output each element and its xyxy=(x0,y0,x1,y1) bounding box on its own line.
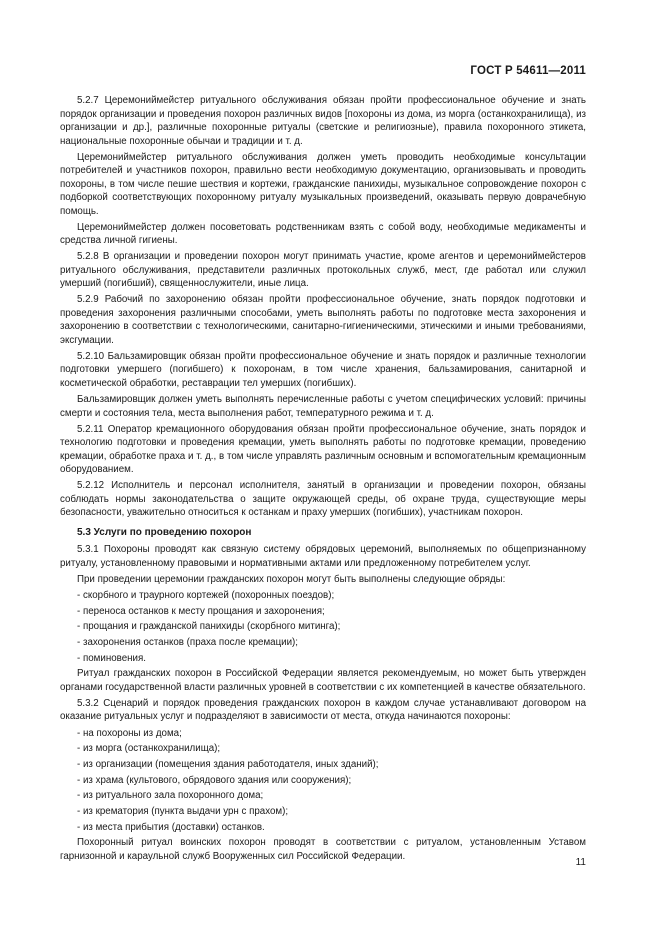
paragraph-5-2-12: 5.2.12 Исполнитель и персонал исполнителя, занятый в организации и проведении похорон, обязаны соблюдать нормы законодательства о защите окружающей среды, об охране труда, существующие меры безопасности, уважительно относиться к останкам и праху умерших (погибших), участникам похорон. xyxy=(60,480,586,519)
list-item: - скорбного и траурного кортежей (похоронных поездов); xyxy=(60,589,586,603)
section-heading-5-3: 5.3 Услуги по проведению похорон xyxy=(77,526,252,538)
document-header-id: ГОСТ Р 54611—2011 xyxy=(470,65,586,77)
list-item: - захоронения останков (праха после кремации); xyxy=(60,636,586,650)
paragraph-5-2-7-consultations: Церемониймейстер ритуального обслуживания должен уметь проводить необходимые консультации потребителей и участников похорон, правильно вести необходимую документацию, организовывать и проводить похороны, в том числе пешие шествия и кортежи, гражданские панихиды, музыкальное сопровождение похорон с подборкой соответствующих похоронному ритуалу музыкальных произведений, оказывать первую доврачебную помощь. xyxy=(60,151,586,217)
paragraph-5-3-1: 5.3.1 Похороны проводят как связную систему обрядовых церемоний, выполняемых по общепризнанному ритуалу, установленному правовыми и нормативными актами или предложенному потребителем услуг. xyxy=(60,544,586,569)
list-item: - из организации (помещения здания работодателя, иных зданий); xyxy=(60,758,586,772)
rites-list xyxy=(60,589,586,665)
paragraph-5-2-10-conditions: Бальзамировщик должен уметь выполнять перечисленные работы с учетом специфических условий: причины смерти и состояния тела, места выполнения работ, температурного режима и т. д. xyxy=(60,394,586,419)
paragraph-5-2-8: 5.2.8 В организации и проведении похорон могут принимать участие, кроме агентов и церемониймейстеров ритуального обслуживания, представители различных протокольных служб, мест, где работал или служил умерший (погибший), священнослужители, иные лица. xyxy=(60,251,586,290)
document-page xyxy=(60,0,586,936)
list-item: - из морга (останкохранилища); xyxy=(60,742,586,756)
paragraph-5-3-2-military: Похоронный ритуал воинских похорон проводят в соответствии с ритуалом, установленным Уставом гарнизонной и караульной служб Вооруженных сил Российской Федерации. xyxy=(60,837,586,862)
paragraph-5-2-10: 5.2.10 Бальзамировщик обязан пройти профессиональное обучение и знать порядок и различные технологии подготовки умершего (погибшего) к похоронам, в том числе хранения, бальзамирования, санитарной и косметической обработки, реставрации тел умерших (погибших). xyxy=(60,350,586,389)
list-item: - из ритуального зала похоронного дома; xyxy=(60,789,586,803)
page-number: 11 xyxy=(575,857,586,868)
paragraph-5-3-1-ritual-status: Ритуал гражданских похорон в Российской Федерации является рекомендуемым, но может быть утвержден органами государственной власти различных уровней в соответствии с их компетенцией в качестве обязательного. xyxy=(60,668,586,693)
paragraph-5-2-11: 5.2.11 Оператор кремационного оборудования обязан пройти профессиональное обучение, знать порядок и технологию подготовки и проведения кремации, уметь выполнять работы по подготовке кремации, проведению кремации, обработке праха и т. д., в том числе управлять различным основным и вспомогательным кремационным оборудованием. xyxy=(60,423,586,476)
paragraph-5-2-7-advice: Церемониймейстер должен посоветовать родственникам взять с собой воду, необходимые медикаменты и средства личной гигиены. xyxy=(60,221,586,247)
document-body xyxy=(60,94,586,866)
funeral-start-list xyxy=(60,727,586,835)
list-item: - переноса останков к месту прощания и захоронения; xyxy=(60,605,586,619)
list-item: - на похороны из дома; xyxy=(60,727,586,741)
list-item: - из храма (культового, обрядового здания или сооружения); xyxy=(60,774,586,788)
list-item: - из места прибытия (доставки) останков. xyxy=(60,821,586,835)
paragraph-5-3-2: 5.3.2 Сценарий и порядок проведения гражданских похорон в каждом случае устанавливают договором на оказание ритуальных услуг и подразделяют в зависимости от места, откуда начинаются похороны: xyxy=(60,697,586,723)
paragraph-5-3-1-rites-intro: При проведении церемонии гражданских похорон могут быть выполнены следующие обряды: xyxy=(77,573,506,585)
list-item: - поминовения. xyxy=(60,652,586,666)
paragraph-5-2-9: 5.2.9 Рабочий по захоронению обязан пройти профессиональное обучение, знать порядок подготовки и проведения захоронения различными способами, уметь выполнять работы по подготовке места захоронения и захоронению в соответствии с технологическими, санитарно-гигиеническими, этическими и иными требованиями, эксгумации. xyxy=(60,294,586,346)
list-item: - прощания и гражданской панихиды (скорбного митинга); xyxy=(60,620,586,634)
list-item: - из крематория (пункта выдачи урн с прахом); xyxy=(60,805,586,819)
paragraph-5-2-7: 5.2.7 Церемониймейстер ритуального обслуживания обязан пройти профессиональное обучение и знать порядок организации и проведения похорон различных видов [похороны из дома, из морга (останкохранилища), из организации и др.], различные похоронные ритуалы (светские и религиозные), правила похоронного этикета, национальные похоронные обычаи и традиции и т. д. xyxy=(60,95,586,147)
